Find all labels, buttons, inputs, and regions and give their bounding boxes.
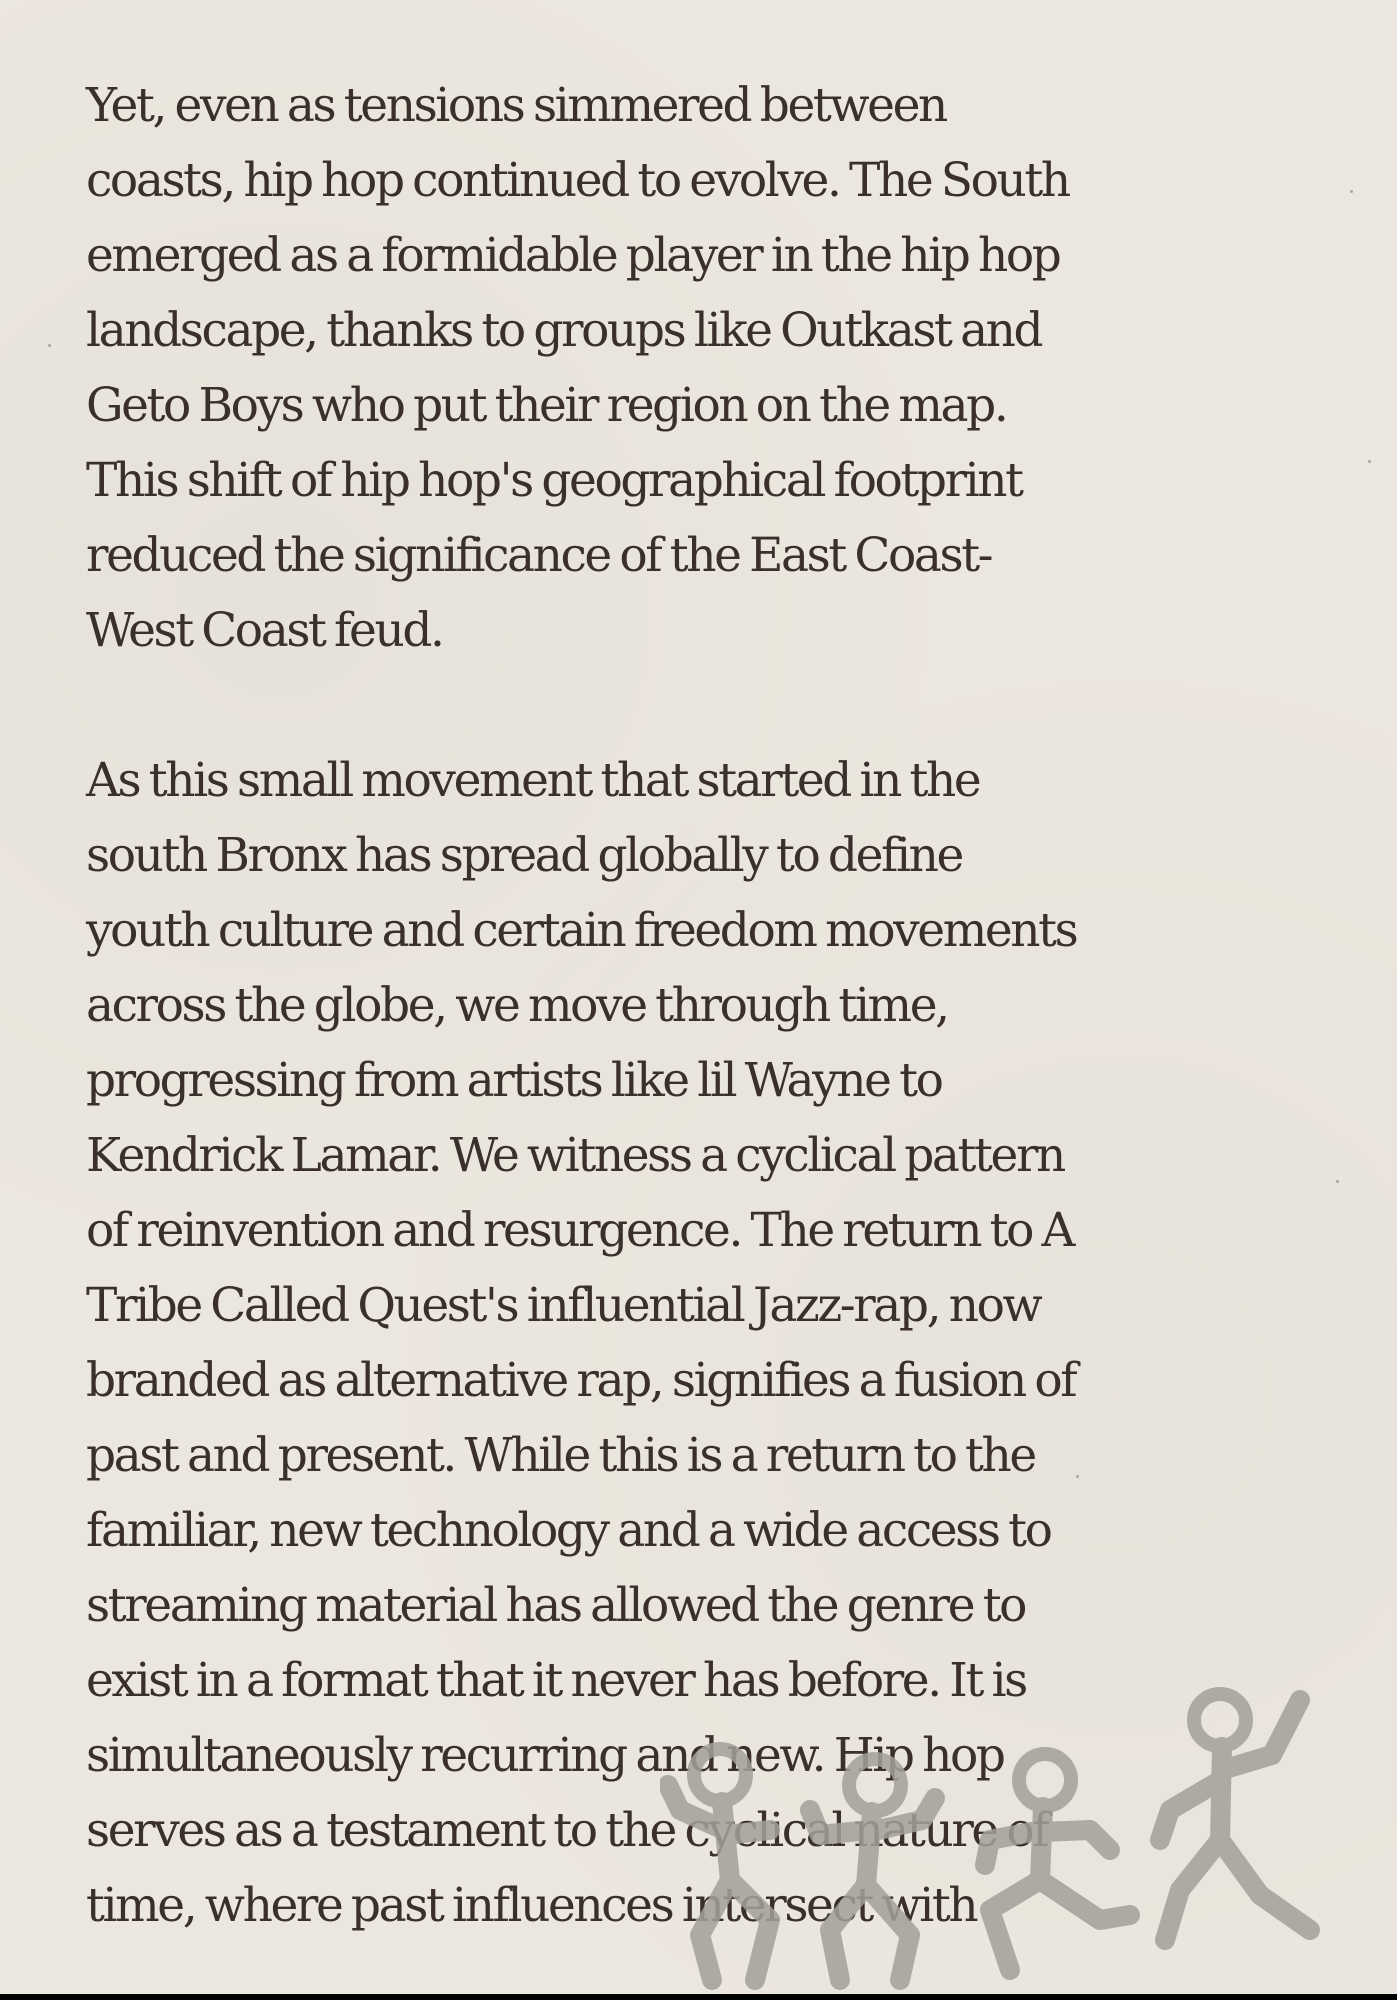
text-line: branded as alternative rap, signifies a fusion of	[86, 1353, 1076, 1408]
stick-figure-icon	[668, 1749, 770, 1980]
dancing-stick-figures-icon	[660, 1680, 1320, 1994]
text-line: past and present. While this is a return to the	[86, 1428, 1035, 1483]
text-line: Tribe Called Quest's influential Jazz-rap, now	[86, 1278, 1041, 1333]
text-line: south Bronx has spread globally to define	[86, 828, 962, 883]
text-line: reduced the significance of the East Coast-	[86, 528, 992, 583]
text-line: youth culture and certain freedom movements	[86, 903, 1077, 958]
stick-figure-icon	[810, 1759, 935, 1980]
body-text	[86, 68, 1146, 1943]
stick-figure-icon	[985, 1754, 1130, 1970]
paper-speck	[48, 344, 51, 347]
text-line: familiar, new technology and a wide access to	[86, 1503, 1051, 1558]
paragraph-gap	[86, 668, 1146, 743]
text-line: serves as a testament to the cyclical nature of	[86, 1803, 1048, 1858]
paragraph-1	[86, 68, 1146, 668]
text-line: This shift of hip hop's geographical footprint	[86, 453, 1022, 508]
text-line: across the globe, we move through time,	[86, 978, 948, 1033]
text-line: coasts, hip hop continued to evolve. The South	[86, 153, 1069, 208]
paper-speck	[1350, 190, 1353, 193]
text-line: time, where past influences intersect with	[86, 1878, 977, 1933]
paper-speck	[1368, 460, 1371, 463]
text-line: streaming material has allowed the genre to	[86, 1578, 1026, 1633]
text-line: Yet, even as tensions simmered between	[86, 78, 946, 133]
text-line: West Coast feud.	[86, 603, 443, 658]
paper-speck	[1336, 1180, 1339, 1183]
text-line: As this small movement that started in the	[86, 753, 980, 808]
text-line: simultaneously recurring and new. Hip hop	[86, 1728, 1004, 1783]
text-line: Kendrick Lamar. We witness a cyclical pattern	[86, 1128, 1064, 1183]
text-line: Geto Boys who put their region on the map.	[86, 378, 1007, 433]
text-line: landscape, thanks to groups like Outkast and	[86, 303, 1042, 358]
stick-figure-icon	[1160, 1694, 1310, 1940]
text-line: emerged as a formidable player in the hip hop	[86, 228, 1060, 283]
text-line: exist in a format that it never has before. It is	[86, 1653, 1026, 1708]
text-line: of reinvention and resurgence. The return to A	[86, 1203, 1074, 1258]
text-line: progressing from artists like lil Wayne to	[86, 1053, 942, 1108]
